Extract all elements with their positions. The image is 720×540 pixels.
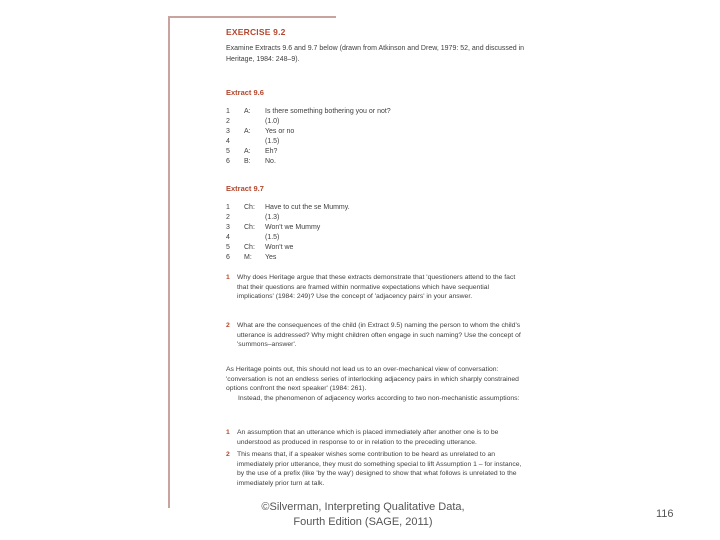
question-number: 1 [226,274,230,281]
assumption-number: 1 [226,429,230,436]
citation-line-1: ©Silverman, Interpreting Qualitative Data, [261,501,465,513]
citation-line-2: Fourth Edition (SAGE, 2011) [293,515,433,528]
question-text: What are the consequences of the child (in Extract 9.5) naming the person to whom the child's utterance is addressed? Why might children often engage in such naming? Use the concept of 'summons–answer'. [237,322,521,348]
exercise-intro: Examine Extracts 9.6 and 9.7 below (drawn from Atkinson and Drew, 1979: 52, and discussed in Heritage, 1984: 248–9). [226,45,525,63]
question-number: 2 [226,322,230,329]
extract-9-7-title: Extract 9.7 [226,184,264,193]
body-paragraph-1: As Heritage points out, this should not lead us to an over-mechanical view of conversation: 'conversation is not an endless series of interlocking adjacency pairs in which sharply constrained options confront the next speaker' (1984: 261). [226,366,519,392]
assumption-text: An assumption that an utterance which is placed immediately after another one is to be understood as produced in response to or in relation to the preceding utterance. [237,429,499,446]
footer-citation [238,500,488,529]
assumption-text: This means that, if a speaker wishes some contribution to be heard as unrelated to an immediately prior utterance, they must do something special to lift Assumption 1 – for instance, by the use of a prefix (like 'by the way') designed to show that what follows is unrelated to the immediately prior turn at talk. [237,451,522,487]
assumption-number: 2 [226,451,230,458]
page-number: 116 [656,508,674,520]
frame-top-border [168,16,336,18]
exercise-title: EXERCISE 9.2 [226,27,286,37]
frame-left-border [168,16,170,508]
body-paragraph-2: Instead, the phenomenon of adjacency works according to two non-mechanistic assumptions: [238,394,520,402]
question-text: Why does Heritage argue that these extracts demonstrate that 'questioners attend to the fact that their questions are framed within normative expectations which have sequential implications' (1984: 249)? Use the concept of 'adjacency pairs' in your answer. [237,274,516,300]
extract-9-6-title: Extract 9.6 [226,88,264,97]
